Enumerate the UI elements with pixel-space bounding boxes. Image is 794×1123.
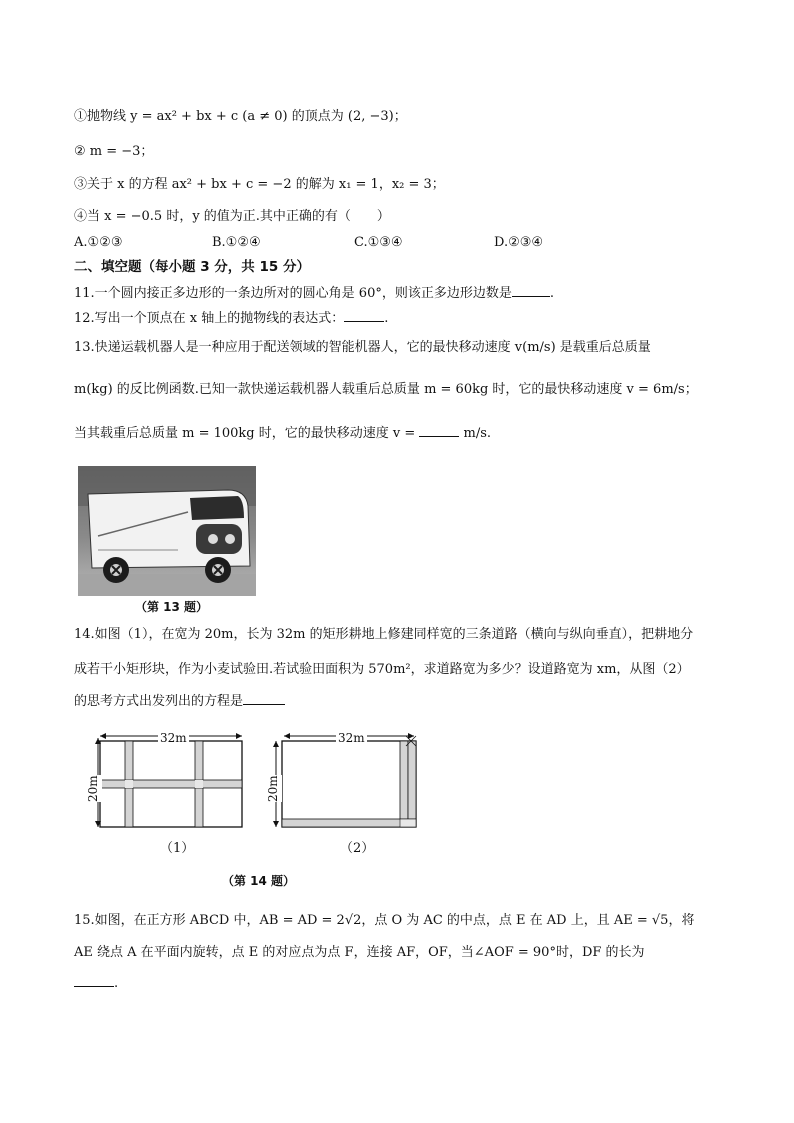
figure-14-2-label: （2） (340, 841, 375, 856)
question-11-text: 11.一个圆内接正多边形的一条边所对的圆心角是 60°，则该正多边形边数是 (74, 286, 512, 301)
q10-option-d: D.②③④ (494, 235, 544, 250)
question-12-end: . (384, 311, 389, 326)
question-11 (74, 284, 554, 303)
section-heading: 二、填空题（每小题 3 分，共 15 分） (74, 259, 310, 275)
question-13-line-3 (74, 424, 491, 443)
question-13-line-3-post: m/s. (463, 426, 492, 441)
q10-item-1: ①抛物线 y = ax² + bx + c (a ≠ 0) 的顶点为 (2, −3)； (74, 109, 407, 124)
figure-14-2-width-label: 20m (266, 775, 280, 802)
figure-14-1-label: （1） (160, 841, 195, 856)
answer-blank (243, 692, 285, 705)
question-12 (74, 309, 388, 328)
question-15-line-2: AE 绕点 A 在平面内旋转，点 E 的对应点为点 F，连接 AF，OF，当∠AOF = 90°时，DF 的长为 (74, 945, 645, 960)
question-15-line-3 (74, 974, 118, 993)
q10-option-a: A.①②③ (74, 235, 123, 250)
answer-blank (419, 424, 459, 437)
q10-option-c: C.①③④ (354, 235, 403, 250)
question-12-text: 12.写出一个顶点在 x 轴上的抛物线的表达式： (74, 311, 345, 326)
question-13-line-3-pre: 当其载重后总质量 m = 100kg 时，它的最快移动速度 v = (74, 426, 416, 441)
delivery-robot-photo (78, 466, 256, 596)
figure-13-caption: （第 13 题） (135, 600, 209, 614)
figure-14-2-length-label: 32m (338, 731, 365, 745)
question-14-line-3 (74, 692, 285, 711)
answer-blank (74, 974, 114, 987)
question-14-line-2: 成若干小矩形块，作为小麦试验田.若试验田面积为 570m²，求道路宽为多少？设道路宽为 xm，从图（2） (74, 662, 690, 677)
question-11-end: . (549, 286, 554, 301)
question-13-line-1: 13.快递运载机器人是一种应用于配送领域的智能机器人，它的最快移动速度 v(m/s) 是载重后总质量 (74, 340, 651, 355)
question-15-end: . (114, 976, 119, 991)
question-14-line-1: 14.如图（1），在宽为 20m，长为 32m 的矩形耕地上修建同样宽的三条道路（横向与纵向垂直），把耕地分 (74, 627, 694, 642)
q10-item-3: ③关于 x 的方程 ax² + bx + c = −2 的解为 x₁ = 1，x₂ = 3； (74, 177, 445, 192)
question-15-line-1: 15.如图，在正方形 ABCD 中，AB = AD = 2√2，点 O 为 AC 的中点，点 E 在 AD 上，且 AE = √5，将 (74, 913, 695, 928)
figure-14-1-width-label: 20m (86, 775, 100, 802)
figure-14-1-length-label: 32m (160, 731, 187, 745)
question-13-line-2: m(kg) 的反比例函数.已知一款快递运载机器人载重后总质量 m = 60kg 时，它的最快移动速度 v = 6m/s； (74, 382, 698, 397)
q10-item-2: ② m = −3； (74, 144, 154, 159)
answer-blank (512, 284, 550, 297)
q10-option-b: B.①②④ (212, 235, 261, 250)
answer-blank (344, 309, 384, 322)
figure-14-caption: （第 14 题） (222, 874, 296, 888)
question-14-line-3-text: 的思考方式出发列出的方程是 (74, 694, 244, 709)
q10-item-4: ④当 x = −0.5 时，y 的值为正.其中正确的有（ ） (74, 209, 390, 224)
